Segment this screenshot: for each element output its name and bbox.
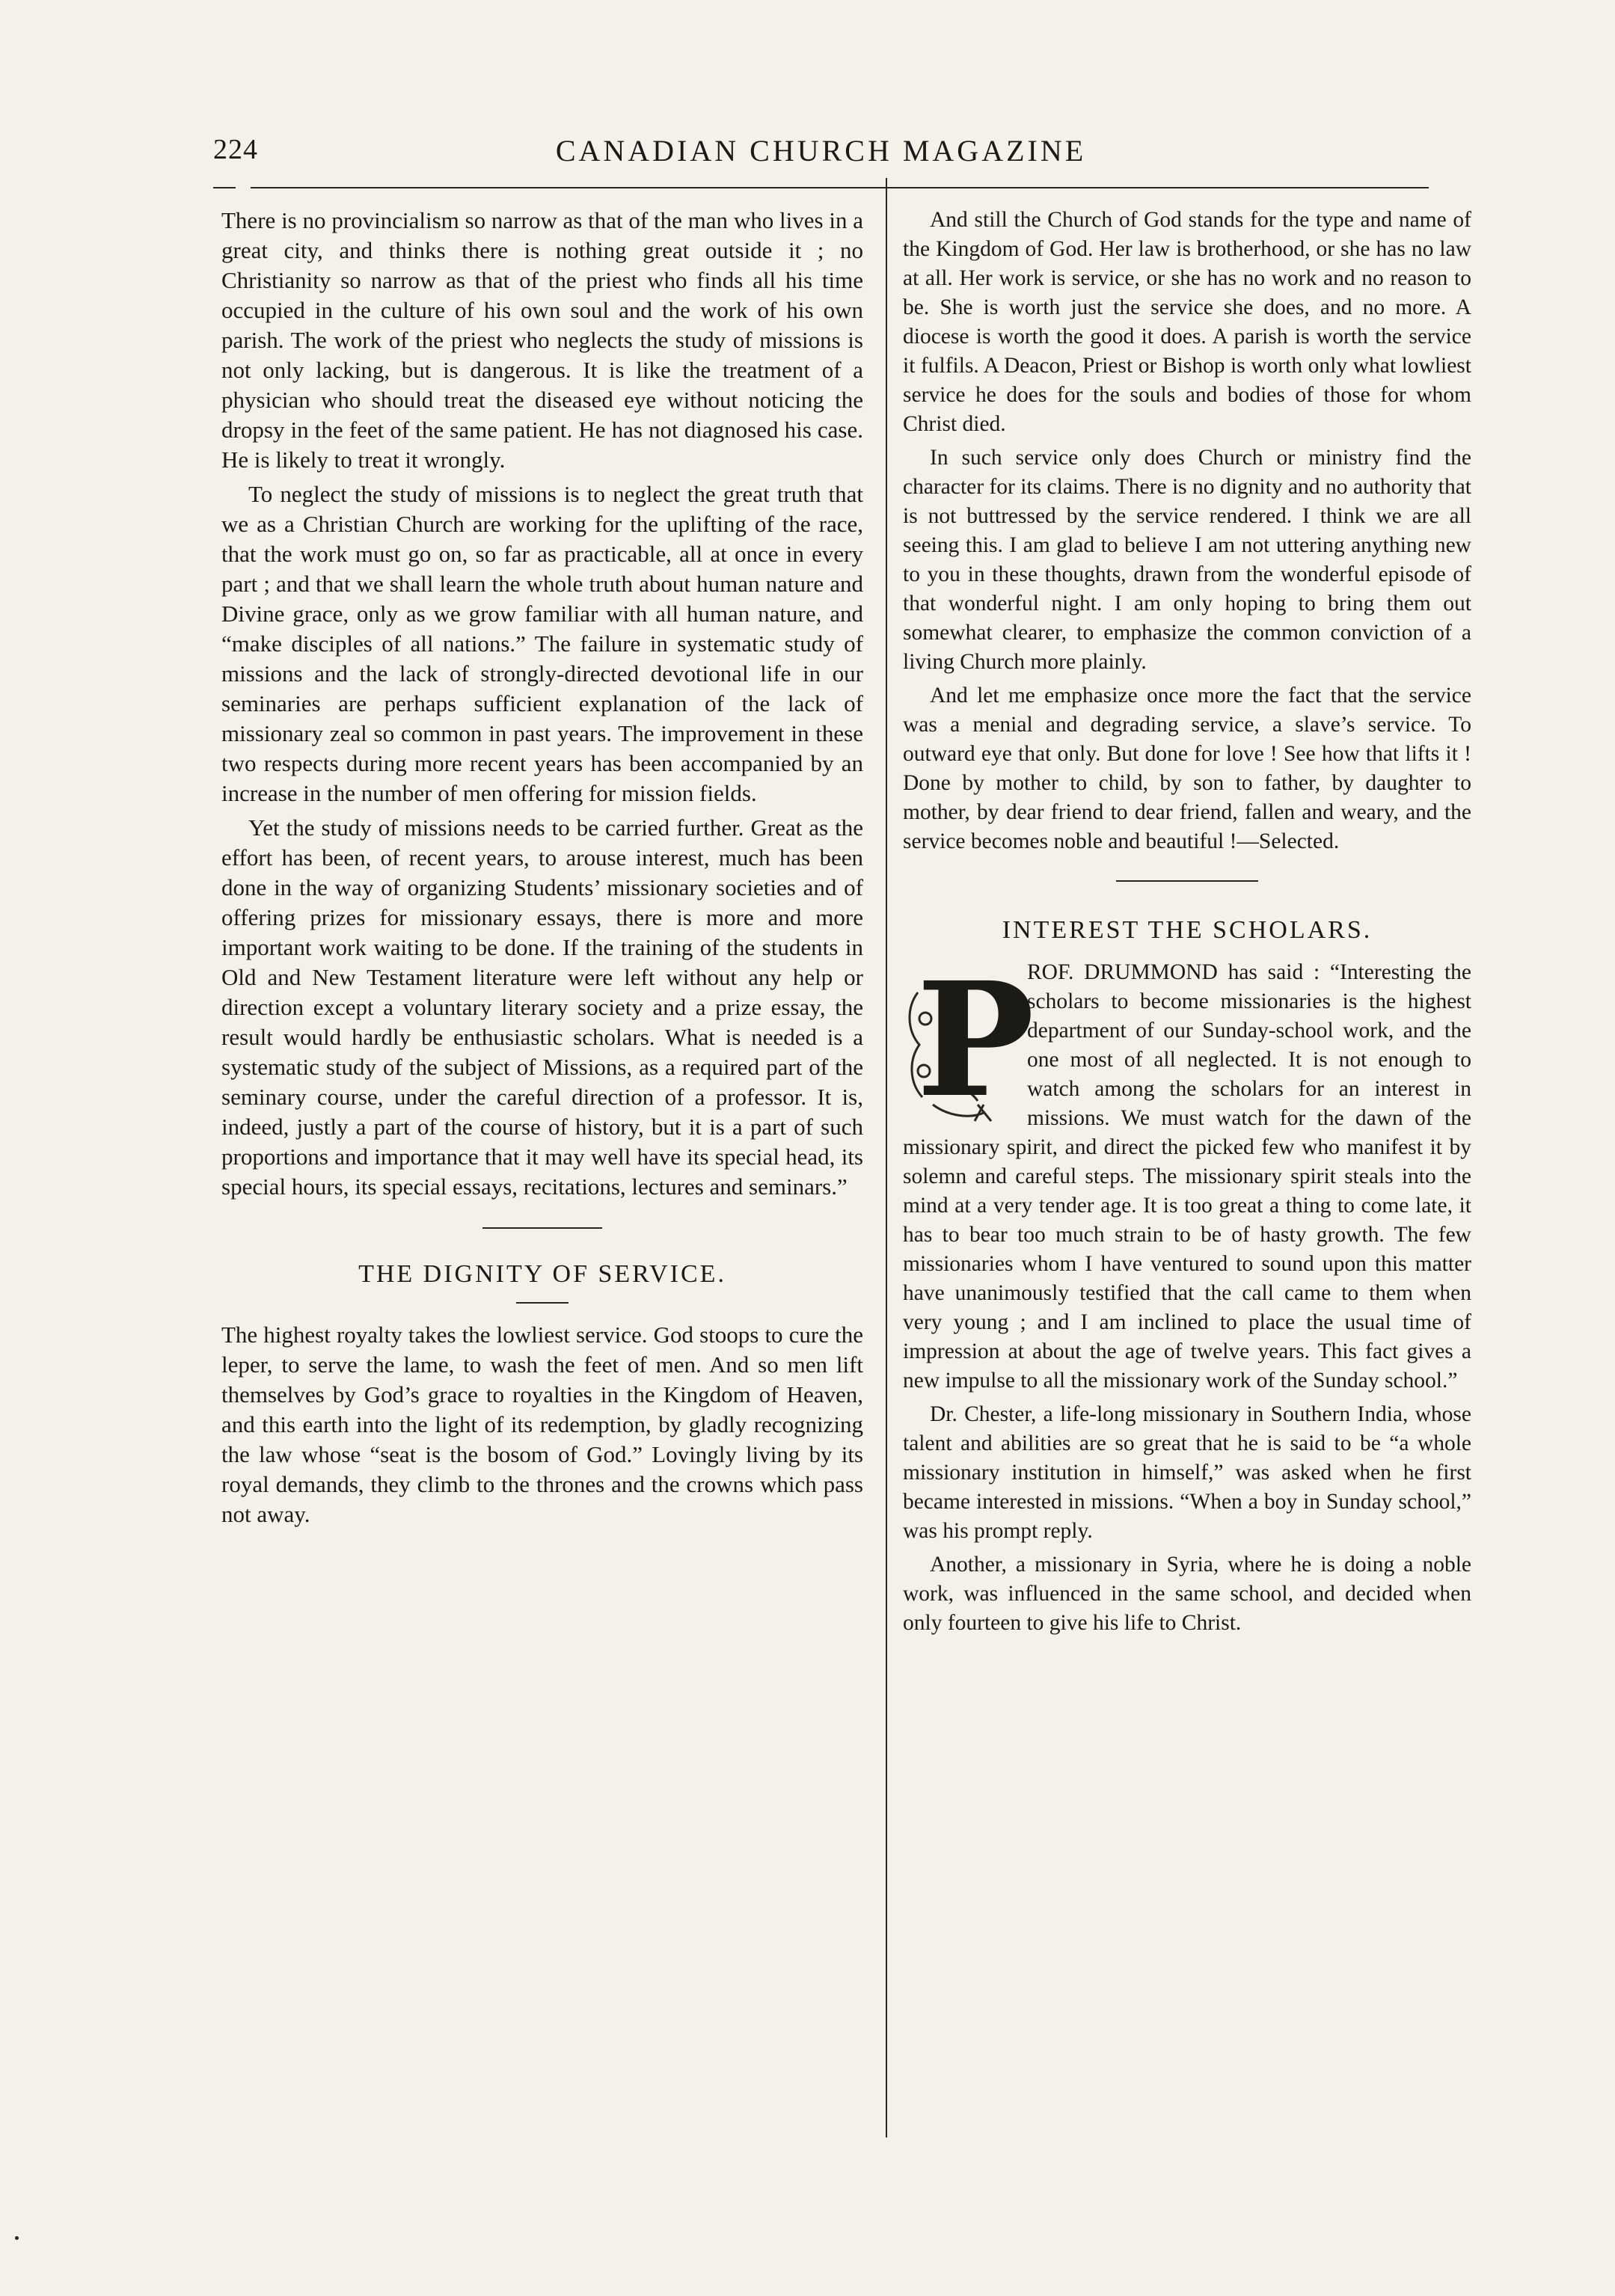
- section-rule: [1116, 880, 1258, 882]
- heading-rule: [516, 1302, 569, 1304]
- interest-paragraph: ROF. DRUMMOND has said : “Interesting the scholars to become missionaries is the highest department of our Sunday-school work, and the one most of all neglected. It is not enough to watch among the scholars for an interest in missions. We must watch for the dawn of the missionary spirit, and direct the picked few who manifest it by solemn and careful steps. The missionary spirit steals into the mind at a very tender age. It is too great a thing to come late, it has to bear too much strain to be of hasty growth. The few missionaries whom I have ventured to sound upon this matter have unanimously testified that the call came to them when very young ; and I am inclined to place the usual time of impression at about the age of twelve years. This fact gives a new impulse to all the missionary work of the Sunday school.”: [903, 960, 1471, 1393]
- article-paragraph: And let me emphasize once more the fact that the service was a menial and degrading service, a slave’s service. To outward eye that only. But done for love ! See how that lifts it ! Done by mother to child, by son to father, by daughter to mother, by dear friend to dear friend, fallen and weary, and the service becomes noble and beautiful !—Selected.: [903, 684, 1471, 853]
- interest-paragraph: Another, a missionary in Syria, where he is doing a noble work, was influenced in the same school, and decided when only fourteen to give his life to Christ.: [903, 1553, 1471, 1635]
- margin-speck: [15, 2236, 19, 2240]
- article-paragraph: And still the Church of God stands for the type and name of the Kingdom of God. Her law is brotherhood, or she has no law at all. Her work is service, or she has no work and no reason to be. She is worth just the service she does, and no more. A diocese is worth the good it does. A parish is worth the service it fulfils. A Deacon, Priest or Bishop is worth only what lowliest service he does for the souls and bodies of those for whom Christ died.: [903, 208, 1471, 436]
- interest-heading: INTEREST THE SCHOLARS.: [1002, 916, 1373, 944]
- interest-paragraph: Dr. Chester, a life-long missionary in Southern India, whose talent and abilities are so great that he is said to be “a whole missionary institution in himself,” was asked when he first became interested in missions. “When a boy in Sunday school,” was his prompt reply.: [903, 1402, 1471, 1543]
- right-column: [903, 206, 1471, 1642]
- header-rule: [251, 187, 1429, 188]
- header-rule-short: [213, 187, 236, 188]
- left-column: [221, 206, 863, 1534]
- article-paragraph: Yet the study of missions needs to be carried further. Great as the effort has been, of recent years, to arouse interest, much has been done in the way of organizing Students’ missionary societies and of offering prizes for missionary essays, there is more and more important work waiting to be done. If the training of the students in Old and New Testament literature were left without any help or direction except a voluntary literary society and a prize essay, the result would hardly be enthusiastic scholars. What is needed is a systematic study of the subject of Missions, as a required part of the seminary course, under the careful direction of a professor. It is, indeed, justly a part of the course of history, but it is a part of such proportions and importance that it may well have its special head, its special hours, its special essays, recitations, lectures and seminars.”: [221, 814, 863, 1200]
- ornamental-drop-cap: [903, 948, 1035, 1132]
- dignity-paragraph: The highest royalty takes the lowliest service. God stoops to cure the leper, to serve the lame, to wash the feet of men. And so men lift themselves by God’s grace to royalties in the Kingdom of Heaven, and this earth into the light of its redemption, by gladly recognizing the law whose “seat is the bosom of God.” Lovingly living by its royal demands, they climb to the thrones and the crowns which pass not away.: [221, 1322, 863, 1527]
- page-number: 224: [213, 134, 258, 165]
- article-paragraph: In such service only does Church or ministry find the character for its claims. There is no dignity and no authority that is not buttressed by the service rendered. I think we are all seeing this. I am glad to believe I am not uttering anything new to you in these thoughts, drawn from the wonderful episode of that wonderful night. I am only hoping to bring them out somewhat clearer, to emphasize the common conviction of a living Church more plainly.: [903, 446, 1471, 674]
- article-paragraph: There is no provincialism so narrow as that of the man who lives in a great city, and thinks there is nothing great outside it ; no Christianity so narrow as that of the priest who finds all his time occupied in the culture of his own soul and the work of his own parish. The work of the priest who neglects the study of missions is not only lacking, but is dangerous. It is like the treatment of a physician who should treat the diseased eye without noticing the dropsy in the feet of the same patient. He has not diagnosed his case. He is likely to treat it wrongly.: [221, 207, 863, 473]
- section-rule: [482, 1227, 602, 1229]
- drop-cap-letter: P: [916, 948, 1035, 1132]
- page-header: [213, 133, 1429, 178]
- magazine-title: CANADIAN CHURCH MAGAZINE: [555, 134, 1087, 168]
- dignity-heading: THE DIGNITY OF SERVICE.: [358, 1260, 726, 1288]
- column-divider: [886, 178, 887, 2137]
- article-paragraph: To neglect the study of missions is to neglect the great truth that we as a Christian Church are working for the uplifting of the race, that the work must go on, so far as practicable, all at once in every part ; and that we shall learn the whole truth about human nature and Divine grace, only as we grow familiar with all human nature, and “make disciples of all nations.” The failure in systematic study of missions and the lack of strongly-directed devotional life in our seminaries are perhaps sufficient explanation of the lack of missionary zeal so common in past years. The improvement in these two respects during more recent years has been accompanied by an increase in the number of men offering for mission fields.: [221, 481, 863, 806]
